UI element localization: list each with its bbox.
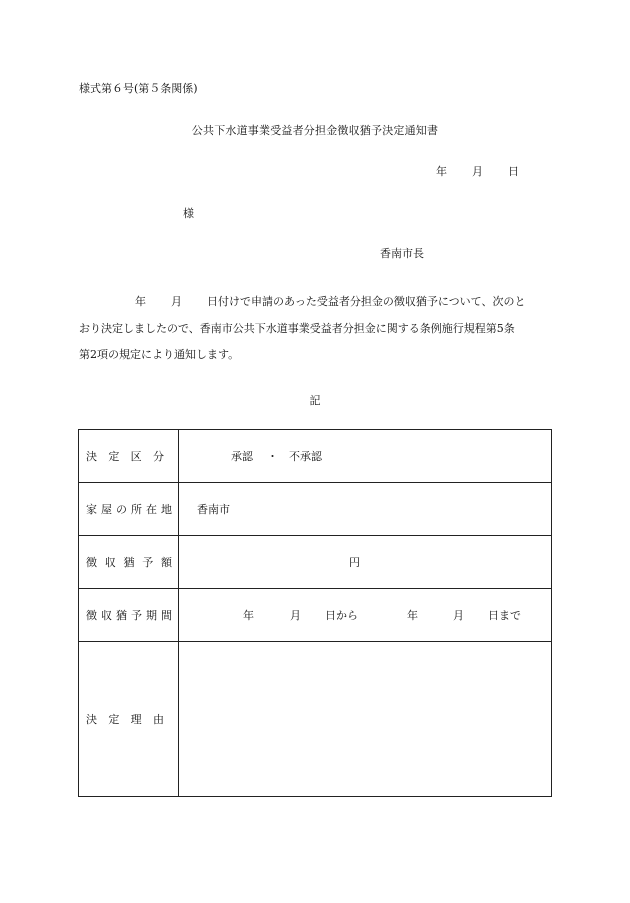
notice-date	[436, 163, 519, 179]
date-month: 月	[472, 165, 483, 178]
form-number: 様式第６号(第５条関係)	[79, 82, 198, 95]
ki-heading: 記	[309, 394, 321, 407]
table-row-deferral-amount	[79, 536, 552, 589]
body-line-3: 第2項の規定により通知します。	[79, 348, 240, 361]
value-house-location: 香南市	[179, 483, 552, 536]
label-decision-type: 決 定 区 分	[79, 430, 179, 483]
body-year: 年	[135, 295, 146, 308]
table-row-house-location	[79, 483, 552, 536]
date-year: 年	[436, 165, 447, 178]
value-deferral-amount	[179, 536, 552, 589]
period-to-day: 日まで	[488, 609, 521, 622]
label-house-location: 家 屋 の 所 在 地	[79, 483, 179, 536]
label-decision-reason: 決 定 理 由	[79, 642, 179, 797]
label-deferral-period: 徴 収 猶 予 期 間	[79, 589, 179, 642]
value-deferral-period	[179, 589, 552, 642]
period-to-month: 月	[453, 609, 464, 622]
document-title: 公共下水道事業受益者分担金徴収猶予決定通知書	[191, 124, 439, 137]
table-row-decision-reason	[79, 642, 552, 797]
addressee-suffix: 様	[183, 207, 194, 220]
notice-body	[79, 289, 553, 369]
value-decision-type	[179, 430, 552, 483]
body-line-1-rest: 日付けで申請のあった受益者分担金の徴収猶予について、次のと	[207, 295, 526, 308]
body-line-1	[79, 289, 553, 316]
period-from-year: 年	[243, 609, 254, 622]
body-line-2: おり決定しましたので、香南市公共下水道事業受益者分担金に関する条例施行規程第5条	[79, 321, 515, 335]
option-separator: ・	[267, 450, 278, 463]
issuer-name: 香南市長	[380, 247, 424, 260]
value-decision-reason	[179, 642, 552, 797]
date-day: 日	[508, 165, 519, 178]
option-disapprove: 不承認	[289, 450, 322, 463]
label-deferral-amount: 徴 収 猶 予 額	[79, 536, 179, 589]
period-from-month: 月	[290, 609, 301, 622]
period-from-day: 日から	[325, 609, 358, 622]
decision-table	[78, 429, 552, 797]
table-row-deferral-period	[79, 589, 552, 642]
option-approve: 承認	[231, 450, 253, 463]
period-to-year: 年	[407, 609, 418, 622]
body-month: 月	[171, 295, 182, 308]
yen-unit: 円	[349, 556, 360, 569]
table-row-decision-type	[79, 430, 552, 483]
